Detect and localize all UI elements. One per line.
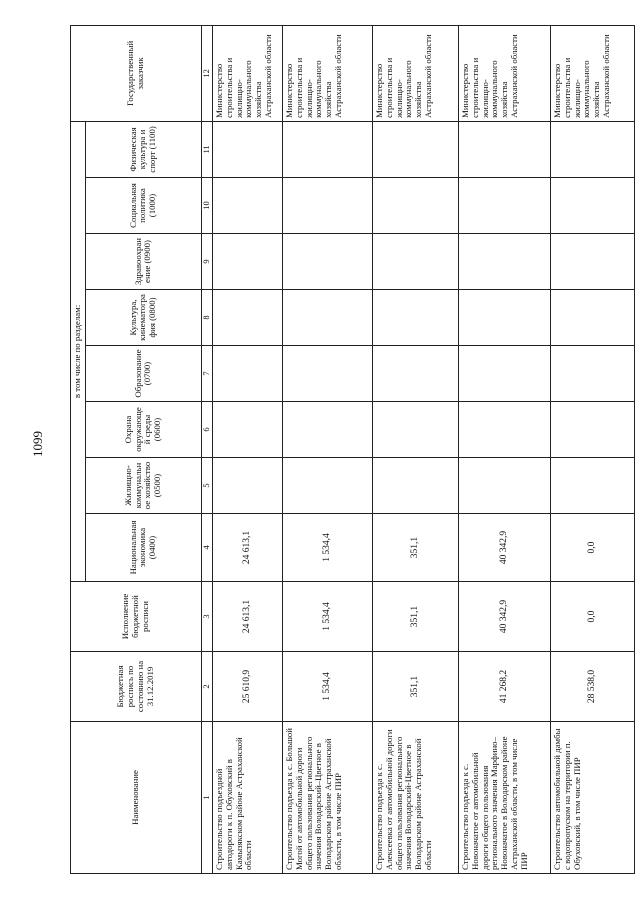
empty-cell — [282, 178, 372, 234]
column-number: 9 — [201, 234, 212, 290]
column-number: 1 — [201, 722, 212, 874]
row-execution: 40 342,9 — [458, 582, 550, 652]
row-budget: 25 610,9 — [212, 652, 282, 722]
row-execution: 1 534,4 — [282, 582, 372, 652]
empty-cell — [282, 346, 372, 402]
empty-cell — [550, 346, 634, 402]
header-sections-group: в том числе по разделам: — [71, 121, 86, 581]
column-number: 3 — [201, 582, 212, 652]
row-name: Строительство подъезда к с. Алексеевка от автомобильной дороги общего пользования регионального значения Володарский-Цветное в Володарском районе Астраханской области — [372, 722, 458, 874]
table-row — [372, 25, 458, 873]
empty-cell — [372, 121, 458, 177]
column-number: 7 — [201, 346, 212, 402]
header-economy: Национальная экономика (0400) — [85, 514, 201, 582]
column-numbers-row — [201, 25, 212, 873]
empty-cell — [212, 121, 282, 177]
empty-cell — [372, 290, 458, 346]
row-budget: 28 538,0 — [550, 652, 634, 722]
row-economy: 1 534,4 — [282, 514, 372, 582]
empty-cell — [212, 290, 282, 346]
header-housing: Жилищно-коммунальное хозяйство (0500) — [85, 458, 201, 514]
header-education: Образование (0700) — [85, 346, 201, 402]
column-number: 12 — [201, 25, 212, 121]
row-name: Строительство подъездной автодороги к п. Обуховский в Камызякском районе Астраханской области — [212, 722, 282, 874]
empty-cell — [372, 458, 458, 514]
table-row — [282, 25, 372, 873]
empty-cell — [372, 234, 458, 290]
row-budget: 351,1 — [372, 652, 458, 722]
row-name: Строительство автомобильной дамбы с водопропуском на территории п. Обуховский, в том числе ПИР — [550, 722, 634, 874]
empty-cell — [282, 234, 372, 290]
empty-cell — [550, 402, 634, 458]
header-social: Социальная политика (1000) — [85, 178, 201, 234]
header-customer: Государственный заказчик — [71, 25, 202, 121]
header-environment: Охрана окружающей среды (0600) — [85, 402, 201, 458]
row-execution: 24 613,1 — [212, 582, 282, 652]
column-number: 6 — [201, 402, 212, 458]
row-execution: 0,0 — [550, 582, 634, 652]
row-customer: Министерство строительства и жилищно-коммунального хозяйства Астраханской области — [550, 25, 634, 121]
row-economy: 40 342,9 — [458, 514, 550, 582]
row-budget: 1 534,4 — [282, 652, 372, 722]
table-row — [458, 25, 550, 873]
column-number: 5 — [201, 458, 212, 514]
header-name: Наименование — [71, 722, 202, 874]
empty-cell — [282, 290, 372, 346]
empty-cell — [550, 290, 634, 346]
row-economy: 351,1 — [372, 514, 458, 582]
rotated-table-container — [70, 26, 632, 874]
row-customer: Министерство строительства и жилищно-коммунального хозяйства Астраханской области — [372, 25, 458, 121]
header-sport: Физическая культура и спорт (1100) — [85, 121, 201, 177]
empty-cell — [458, 290, 550, 346]
budget-table — [70, 25, 635, 874]
column-number: 2 — [201, 652, 212, 722]
column-number: 11 — [201, 121, 212, 177]
empty-cell — [282, 402, 372, 458]
empty-cell — [550, 178, 634, 234]
page-number: 1099 — [30, 431, 45, 457]
empty-cell — [550, 121, 634, 177]
row-execution: 351,1 — [372, 582, 458, 652]
empty-cell — [372, 346, 458, 402]
empty-cell — [458, 121, 550, 177]
empty-cell — [212, 346, 282, 402]
header-health: Здравоохранение (0900) — [85, 234, 201, 290]
empty-cell — [212, 458, 282, 514]
row-economy: 24 613,1 — [212, 514, 282, 582]
empty-cell — [282, 121, 372, 177]
column-number: 4 — [201, 514, 212, 582]
empty-cell — [458, 178, 550, 234]
column-number: 10 — [201, 178, 212, 234]
row-customer: Министерство строительства и жилищно-коммунального хозяйства Астраханской области — [458, 25, 550, 121]
row-name: Строительство подъезда к с. Новоначатое от автомобильной дороги общего пользования регионального значения Марфино–Новоначатое в Володарском районе Астраханской области, в том числе ПИР — [458, 722, 550, 874]
column-number: 8 — [201, 290, 212, 346]
row-name: Строительство подъезда к с. Большой Могой от автомобильной дороги общего пользования регионального значения Володарский–Цветное в Володарском районе Астраханской области, в том числе ПИР — [282, 722, 372, 874]
empty-cell — [372, 178, 458, 234]
empty-cell — [372, 402, 458, 458]
header-culture: Культура, кинематография (0800) — [85, 290, 201, 346]
header-execution: Исполнение бюджетной росписи — [71, 582, 202, 652]
row-budget: 41 268,2 — [458, 652, 550, 722]
row-economy: 0,0 — [550, 514, 634, 582]
empty-cell — [458, 234, 550, 290]
empty-cell — [282, 458, 372, 514]
empty-cell — [458, 346, 550, 402]
header-budget-plan: Бюджетная роспись по состоянию на 31.12.2019 — [71, 652, 202, 722]
empty-cell — [458, 458, 550, 514]
empty-cell — [212, 402, 282, 458]
table-row — [212, 25, 282, 873]
empty-cell — [212, 178, 282, 234]
empty-cell — [550, 458, 634, 514]
empty-cell — [212, 234, 282, 290]
empty-cell — [458, 402, 550, 458]
row-customer: Министерство строительства и жилищно-коммунального хозяйства Астраханской области — [212, 25, 282, 121]
empty-cell — [550, 234, 634, 290]
table-row — [550, 25, 634, 873]
row-customer: Министерство строительства и жилищно-коммунального хозяйства Астраханской области — [282, 25, 372, 121]
